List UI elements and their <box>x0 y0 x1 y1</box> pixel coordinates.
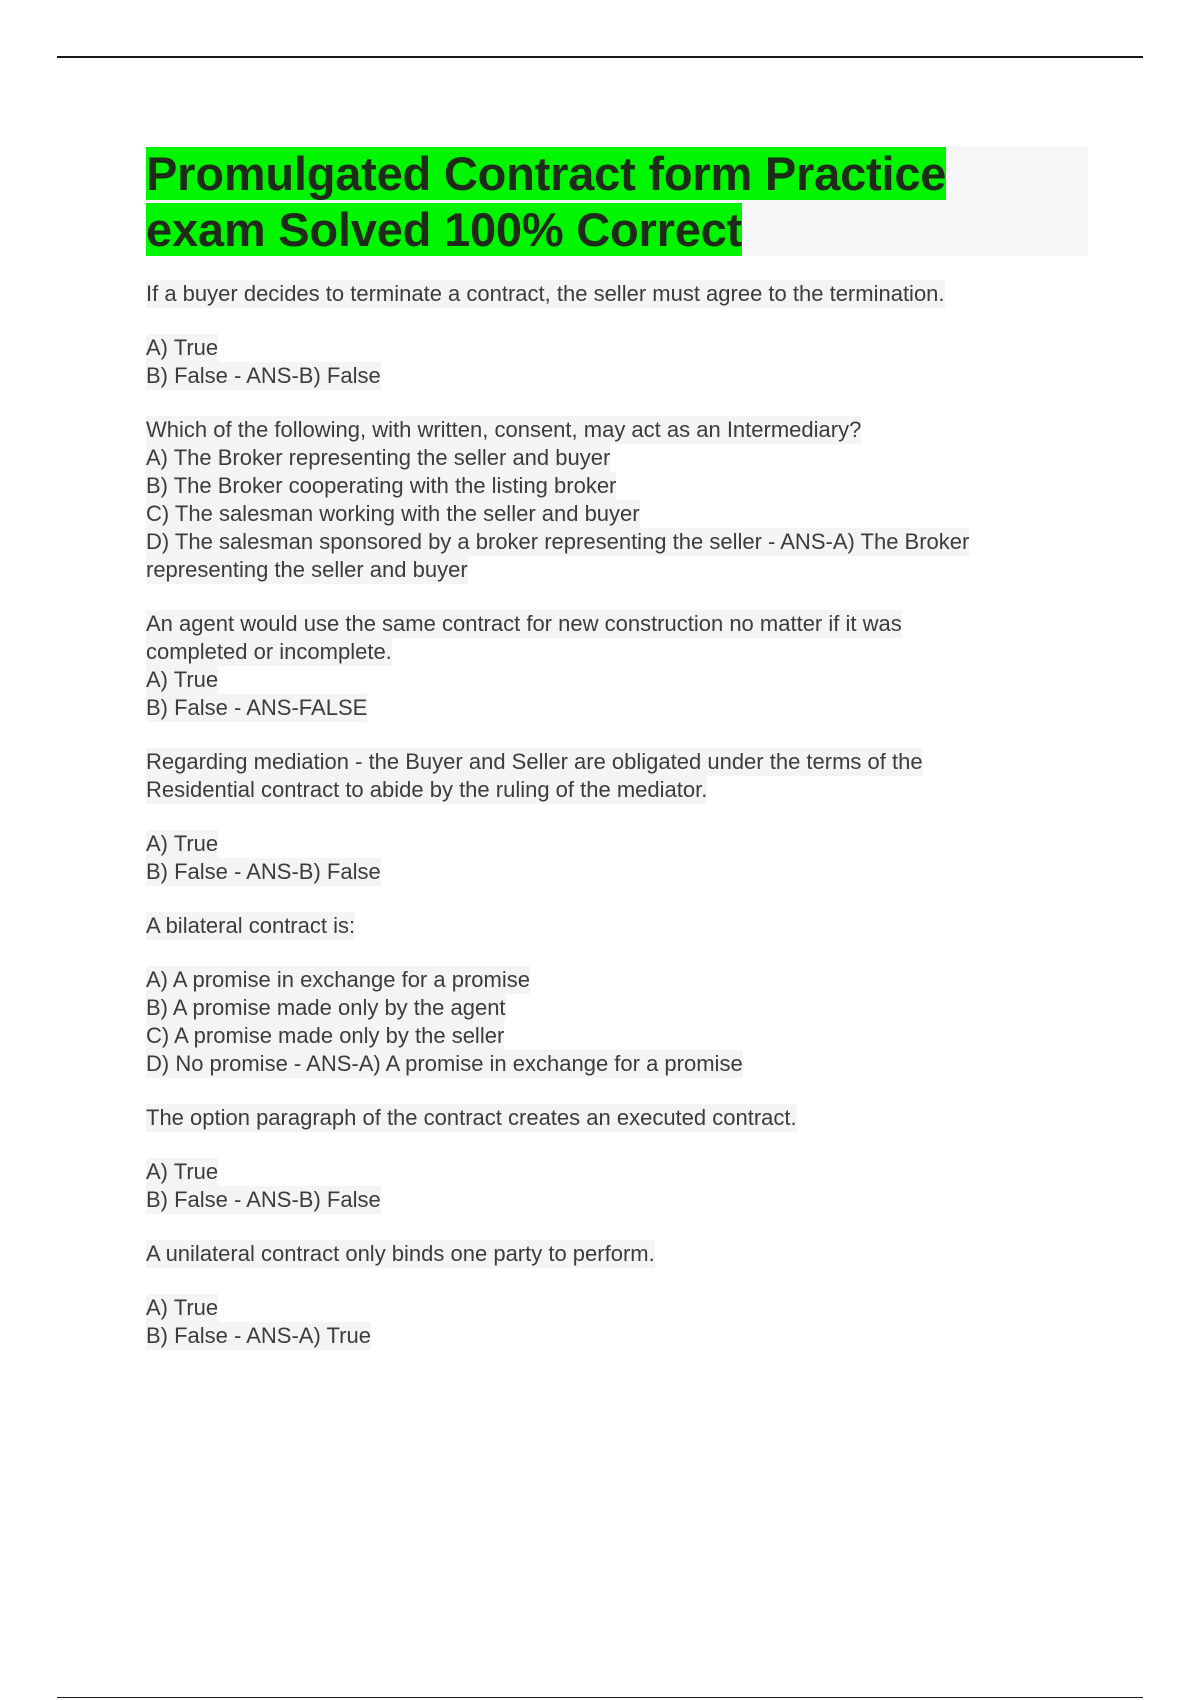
option-a: A) True <box>146 667 219 692</box>
question-text: Regarding mediation - the Buyer and Seller are obligated under the terms of the <box>146 749 923 774</box>
question-block-2 <box>146 416 1088 584</box>
question-text: Which of the following, with written, consent, may act as an Intermediary? <box>146 417 862 442</box>
question-text: An agent would use the same contract for new construction no matter if it was <box>146 611 902 636</box>
option-a: A) True <box>146 1159 219 1184</box>
question-text: A bilateral contract is: <box>146 913 356 938</box>
document-body <box>146 146 1088 1376</box>
option-a: A) True <box>146 1295 219 1320</box>
option-b-answer: B) False - ANS-B) False <box>146 363 381 388</box>
option-a: A) True <box>146 335 219 360</box>
question-block-7 <box>146 1240 1088 1350</box>
document-title <box>146 146 1088 258</box>
question-text: A unilateral contract only binds one party to perform. <box>146 1241 655 1266</box>
title-block <box>146 146 1088 256</box>
question-block-1 <box>146 280 1088 390</box>
question-block-5 <box>146 912 1088 1078</box>
option-a: A) The Broker representing the seller and buyer <box>146 445 611 470</box>
option-a: A) A promise in exchange for a promise <box>146 967 530 992</box>
question-text-continuation: completed or incomplete. <box>146 639 392 664</box>
question-block-4 <box>146 748 1088 886</box>
option-c: C) The salesman working with the seller and buyer <box>146 501 640 526</box>
title-line-2: exam Solved 100% Correct <box>146 203 743 256</box>
option-b-answer: B) False - ANS-B) False <box>146 1187 381 1212</box>
option-b-answer: B) False - ANS-B) False <box>146 859 381 884</box>
answer-continuation: representing the seller and buyer <box>146 557 468 582</box>
question-text: If a buyer decides to terminate a contract, the seller must agree to the termination. <box>146 281 945 306</box>
option-b-answer: B) False - ANS-FALSE <box>146 695 368 720</box>
question-block-6 <box>146 1104 1088 1214</box>
option-d-answer: D) No promise - ANS-A) A promise in exchange for a promise <box>146 1051 743 1076</box>
question-text: The option paragraph of the contract creates an executed contract. <box>146 1105 797 1130</box>
footer-rule <box>57 1697 1143 1698</box>
option-b: B) A promise made only by the agent <box>146 995 506 1020</box>
question-text-continuation: Residential contract to abide by the ruling of the mediator. <box>146 777 708 802</box>
option-b-answer: B) False - ANS-A) True <box>146 1323 371 1348</box>
option-a: A) True <box>146 831 219 856</box>
option-d-answer: D) The salesman sponsored by a broker representing the seller - ANS-A) The Broker <box>146 529 970 554</box>
option-c: C) A promise made only by the seller <box>146 1023 505 1048</box>
option-b: B) The Broker cooperating with the listing broker <box>146 473 617 498</box>
title-line-1: Promulgated Contract form Practice <box>146 147 947 200</box>
question-block-3 <box>146 610 1088 722</box>
header-rule <box>57 56 1143 58</box>
